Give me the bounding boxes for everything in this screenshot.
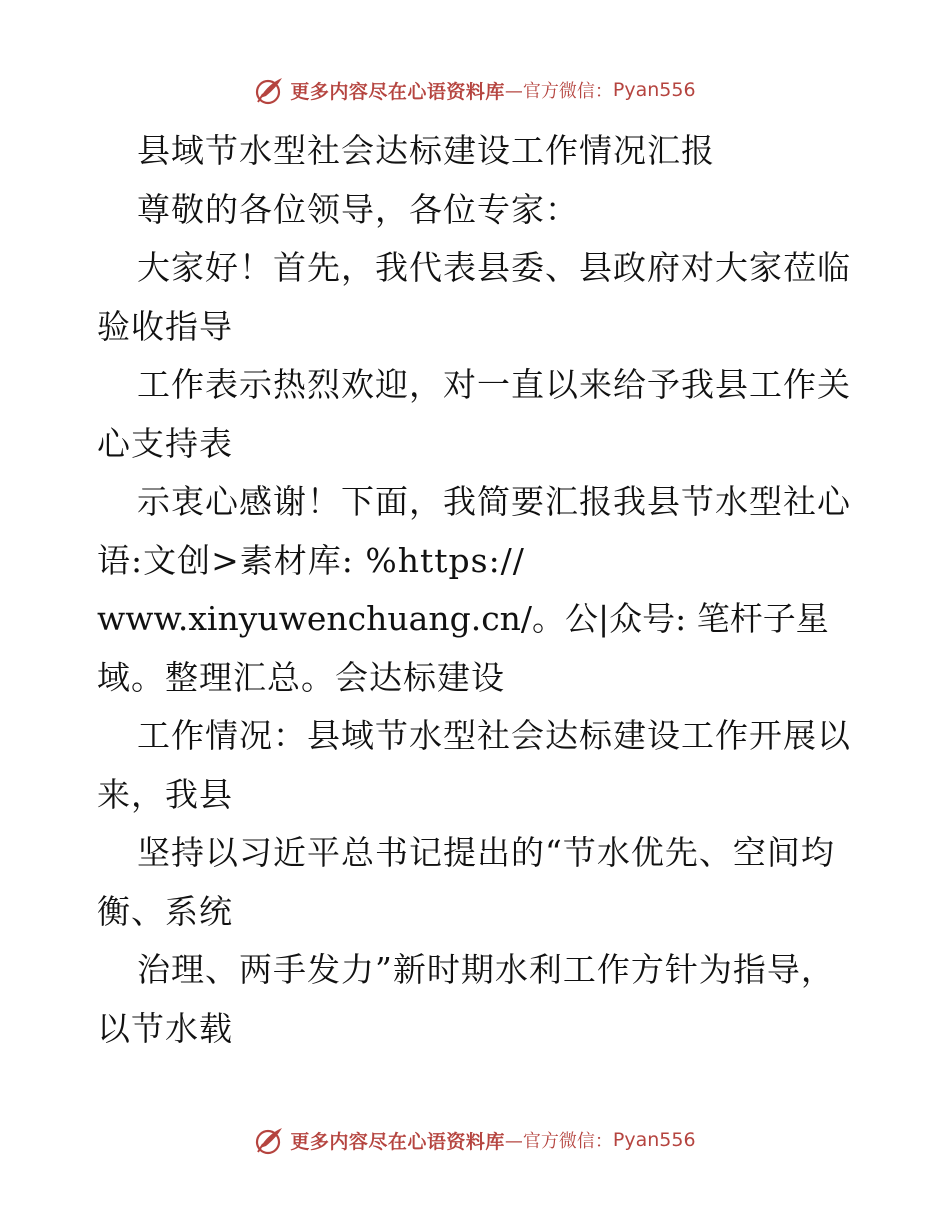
document-body [97, 122, 857, 1058]
footer-banner [0, 1120, 950, 1160]
banner-main-text: 更多内容尽在心语资料库 [290, 80, 505, 103]
quill-logo-icon [254, 74, 286, 106]
paragraph-line: 工作情况：县域节水型社会达标建设工作开展以 [137, 716, 851, 755]
quill-logo-icon [254, 1124, 286, 1156]
paragraph-line: 域。整理汇总。会达标建设 [97, 657, 505, 697]
banner-wechat-id: Pyan556 [612, 1129, 696, 1151]
paragraph-line: 以节水载 [97, 1008, 233, 1048]
document-title: 县域节水型社会达标建设工作情况汇报 [137, 131, 715, 170]
paragraph-line: 大家好！首先，我代表县委、县政府对大家莅临 [137, 248, 851, 287]
paragraph-line: 示衷心感谢！下面，我简要汇报我县节水型社心 [137, 482, 851, 521]
banner-wechat-id: Pyan556 [612, 79, 696, 101]
banner-main-text: 更多内容尽在心语资料库 [290, 1130, 505, 1153]
paragraph-line: 衡、系统 [97, 891, 233, 931]
paragraph-line: www.xinyuwenchuang.cn/。公|众号: 笔杆子星 [97, 599, 829, 638]
banner-sub-text: —官方微信： [504, 81, 613, 102]
banner-sub-text: —官方微信： [504, 1131, 613, 1152]
paragraph-line: 语:文创>素材库: %https:// [97, 540, 525, 580]
paragraph-line: 验收指导 [97, 306, 233, 346]
paragraph-line: 工作表示热烈欢迎，对一直以来给予我县工作关 [137, 365, 851, 404]
paragraph-line: 治理、两手发力”新时期水利工作方针为指导， [137, 950, 835, 989]
salutation: 尊敬的各位领导，各位专家： [137, 189, 579, 229]
paragraph-line: 坚持以习近平总书记提出的“节水优先、空间均 [137, 833, 835, 872]
paragraph-line: 来，我县 [97, 774, 233, 814]
header-banner [0, 70, 950, 110]
paragraph-line: 心支持表 [97, 423, 233, 463]
